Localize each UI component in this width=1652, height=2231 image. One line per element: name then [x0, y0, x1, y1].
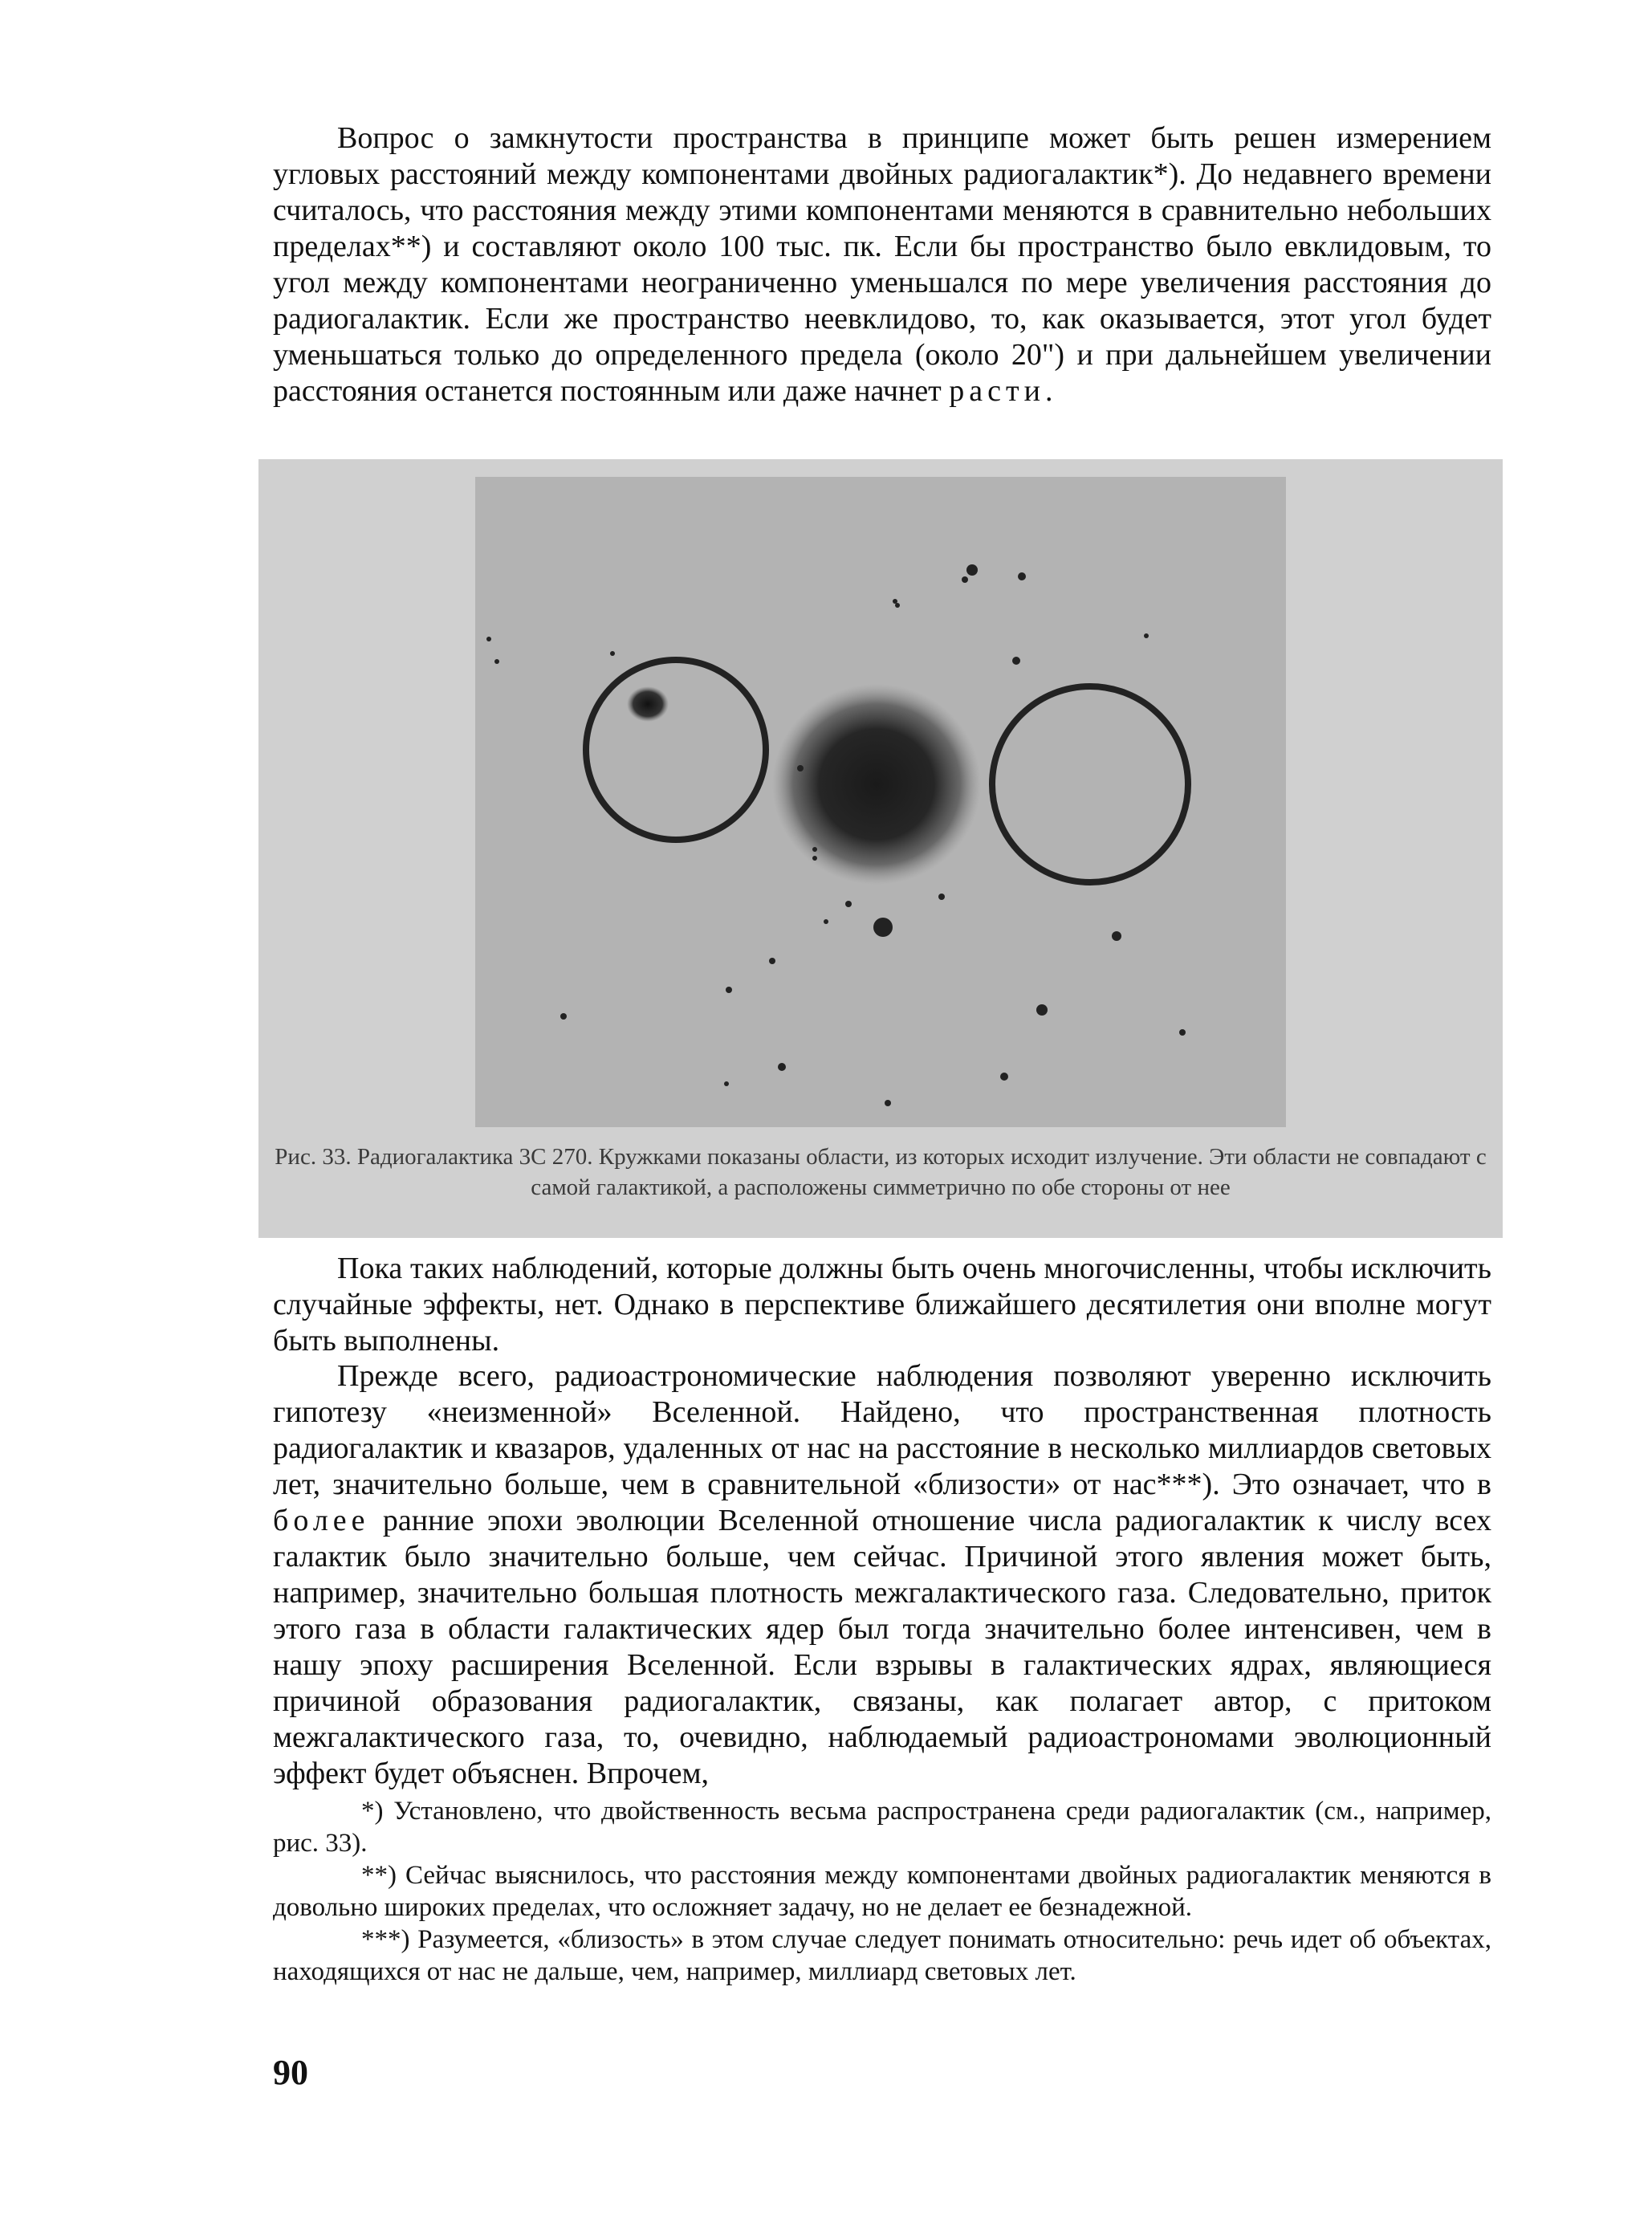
footnotes [273, 1795, 1491, 1988]
lobe-blob [627, 686, 669, 722]
spaced-word: более [273, 1504, 370, 1537]
figure-caption: Рис. 33. Радиогалактика 3С 270. Кружками показаны области, из которых исходит излучение. Эти области не совпадают с самой галактикой, а расположены симметрично по обе стороны от нее [275, 1144, 1487, 1200]
spaced-word: расти. [949, 374, 1058, 408]
footnote-2: **) Сейчас выяснилось, что расстояния между компонентами двойных радиогалактик меняются в довольно широких пределах, что осложняет задачу, но не делает ее безнадежной. [273, 1861, 1491, 1922]
paragraph-text: Вопрос о замкнутости пространства в принципе может быть решен измерением угловых расстояний между компонентами двойных радиогалактик*). До недавнего времени считалось, что расстояния между этими компонентами меняются в сравнительно небольших пределах**) и составляют около 100 тыс. пк. Если бы пространство было евклидовым, то угол между компонентами неограниченно уменьшался по мере увеличения расстояния до радиогалактик. Если же пространство неевклидово, то, как оказывается, этот угол будет уменьшаться только до определенного предела (около 20") и при дальнейшем увеличении расстояния останется постоянным или даже начнет [273, 121, 1491, 408]
galaxy-core [772, 684, 981, 885]
paragraph-evolution [273, 1358, 1491, 1792]
radiogalaxy-photo [258, 459, 1503, 1142]
figure-radiogalaxy-3c270 [258, 459, 1503, 1238]
page-number: 90 [273, 2053, 308, 2092]
paragraph-text: Прежде всего, радиоастрономические наблюдения позволяют уверенно исключить гипотезу «неизменной» Вселенной. Найдено, что пространственная плотность радиогалактик и квазаров, удаленных от нас на расстояние в несколько миллиардов световых лет, значительно больше, чем в сравнительной «близости» от нас***). Это означает, что в [273, 1359, 1491, 1501]
paragraph-text: ранние эпохи эволюции Вселенной отношение числа радиогалактик к числу всех галактик было значительно больше, чем сейчас. Причиной этого явления может быть, например, значительно большая плотность межгалактического газа. Следовательно, приток этого газа в области галактических ядер был тогда значительно более интенсивен, чем в нашу эпоху расширения Вселенной. Если взрывы в галактических ядрах, являющиеся причиной образования радиогалактик, связаны, как полагает автор, с притоком межгалактического газа, то, очевидно, наблюдаемый радиоастрономами эволюционный эффект будет объяснен. Впрочем, [273, 1504, 1491, 1790]
paragraph-observations: Пока таких наблюдений, которые должны быть очень многочисленны, чтобы исключить случайные эффекты, нет. Однако в перспективе ближайшего десятилетия они вполне могут быть выполнены. [273, 1252, 1491, 1358]
footnote-1: *) Установлено, что двойственность весьма распространена среди радиогалактик (см., например, рис. 33). [273, 1797, 1491, 1858]
paragraph-closed-space [273, 120, 1491, 409]
footnote-3: ***) Разумеется, «близость» в этом случае следует понимать относительно: речь идет об объектах, находящихся от нас не дальше, чем, например, миллиард световых лет. [273, 1925, 1491, 1986]
